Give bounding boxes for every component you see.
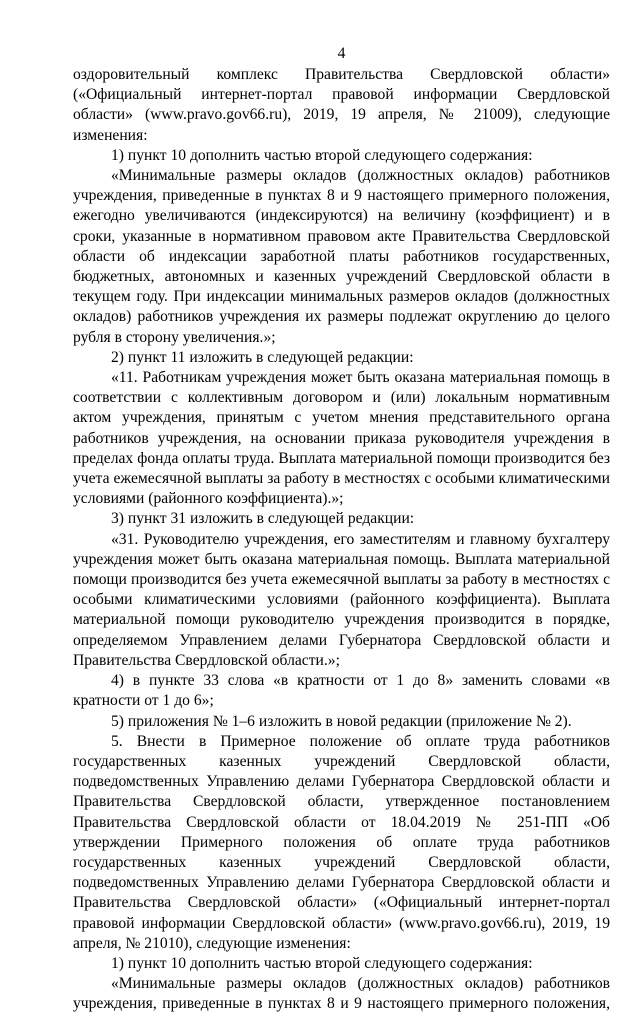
paragraph: оздоровительный комплекс Правительства Свердловской области» («Официальный интернет-портал правовой информации Свердловской области» (www.pravo.gov66.ru), 2019, 19 апреля, № 21009), следующие изменения:: [73, 66, 610, 144]
paragraph: «31. Руководителю учреждения, его заместителям и главному бухгалтеру учреждения может быть оказана материальная помощь. Выплата материальной помощи производится без учета ежемесячной выплаты за работу в местностях с особыми климатическими условиями (районного коэффициента). Выплата материальной помощи руководителю учреждения производится в порядке, определяемом Управлением делами Губернатора Свердловской области и Правительства Свердловской области.»;: [73, 530, 610, 669]
paragraph: 5) приложения № 1–6 изложить в новой редакции (приложение № 2).: [111, 712, 572, 730]
paragraph: 5. Внести в Примерное положение об оплате труда работников государственных казенных учреждений Свердловской области, подведомственных Управлению делами Губернатора Свердловской области и Правительства Свердловской области, утвержденное постановлением Правительства Свердловской области от 18.04.2019 № 251-ПП «Об утверждении Примерного положения об оплате труда работников государственных казенных учреждений Свердловской области, подведомственных Управлению делами Губернатора Свердловской области и Правительства Свердловской области» («Официальный интернет-портал правовой информации Свердловской области» (www.pravo.gov66.ru), 2019, 19 апреля, № 21010), следующие изменения:: [73, 732, 610, 952]
paragraph: «Минимальные размеры окладов (должностных окладов) работников учреждения, приведенные в пунктах 8 и 9 настоящего примерного положения, ежегодно увеличиваются (индексируются) на величину (коэффициент) и в сроки, указанные в нормативном правовом акте Правительства Свердловской области об индексации заработной платы работников государственных, бюджетных, автономных и казенных учреждений Свердловской области в текущем году. При индексации минимальных размеров окладов (должностных окладов) работников учреждения их размеры подлежат округлению до целого рубля в сторону увеличения.»;: [73, 167, 610, 346]
paragraph: 1) пункт 10 дополнить частью второй следующего содержания:: [111, 146, 533, 164]
paragraph: 2) пункт 11 изложить в следующей редакции:: [111, 348, 414, 366]
paragraph: 4) в пункте 33 слова «в кратности от 1 до 8» заменить словами «в кратности от 1 до 6»;: [73, 672, 610, 710]
document-body: [73, 65, 610, 1015]
paragraph: «Минимальные размеры окладов (должностных окладов) работников учреждения, приведенные в пунктах 8 и 9 настоящего примерного положения,: [73, 975, 610, 1013]
paragraph: 3) пункт 31 изложить в следующей редакции:: [111, 510, 415, 528]
paragraph: 1) пункт 10 дополнить частью второй следующего содержания:: [111, 954, 533, 972]
page-number: 4: [337, 45, 346, 62]
paragraph: «11. Работникам учреждения может быть оказана материальная помощь в соответствии с коллективным договором и (или) локальным нормативным актом учреждения, принятым с учетом мнения представительного органа работников учреждения, на основании приказа руководителя учреждения в пределах фонда оплаты труда. Выплата материальной помощи производится без учета ежемесячной выплаты за работу в местностях с особыми климатическими условиями (районного коэффициента).»;: [73, 369, 610, 508]
